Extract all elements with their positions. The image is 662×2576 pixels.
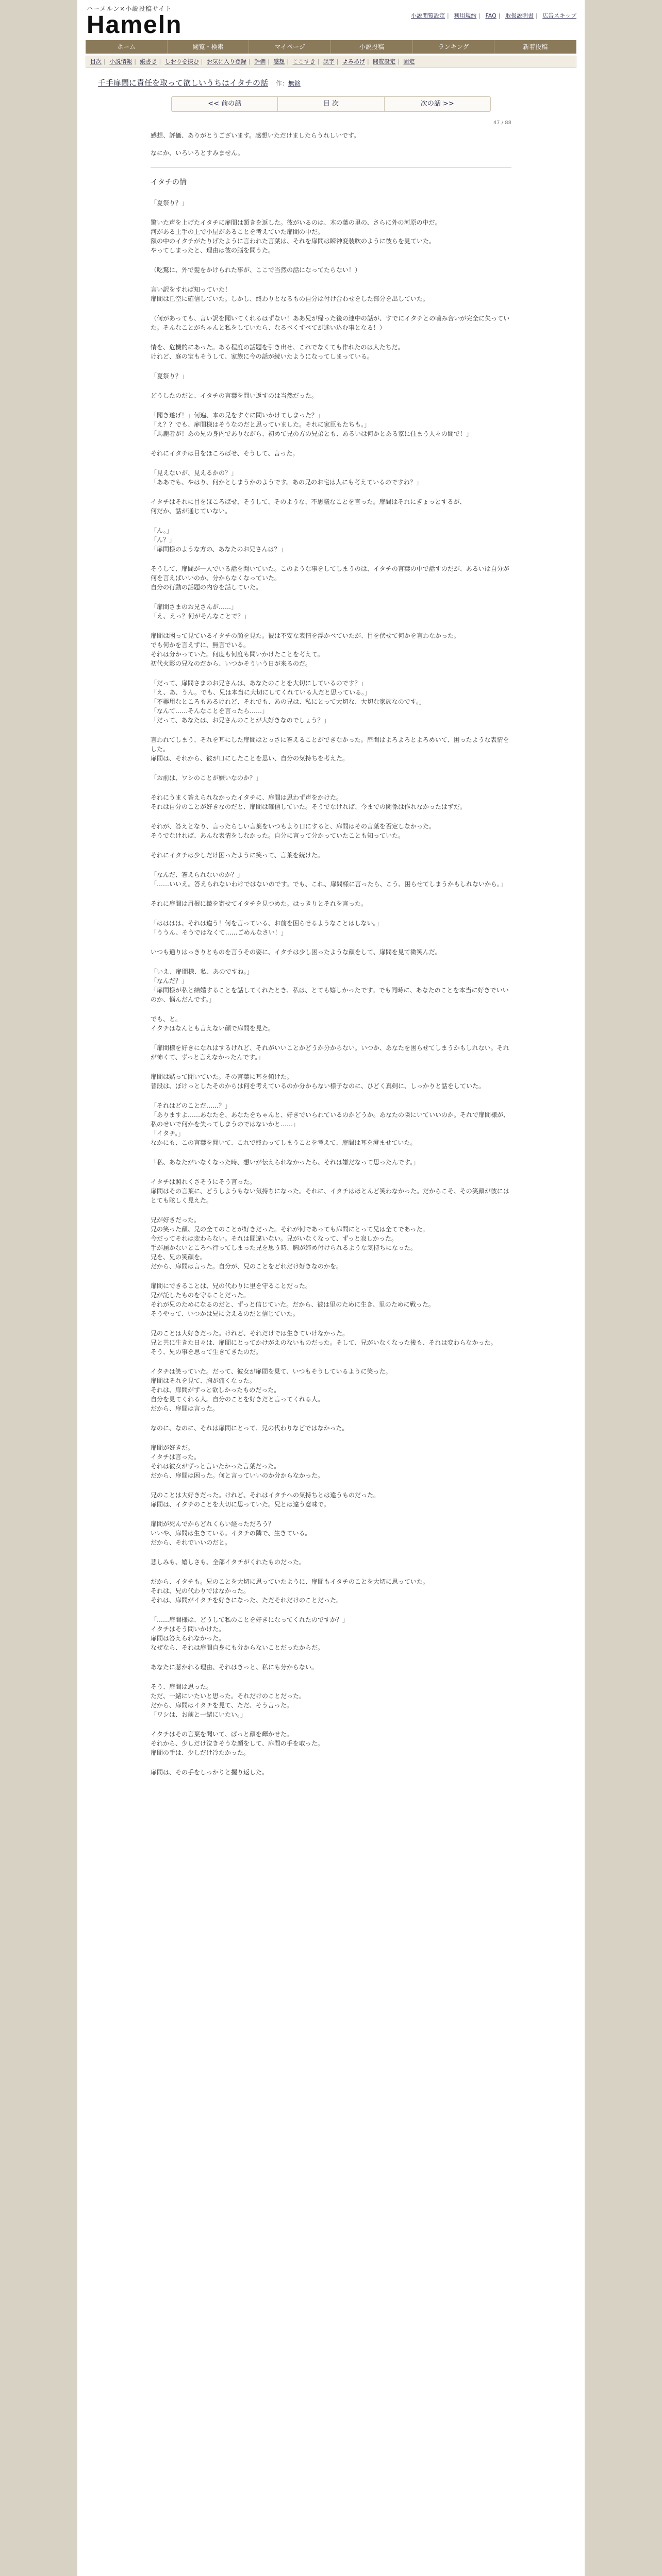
- body-paragraph: 「……扉間様は、どうして私のことを好きになってくれたのですか？」 イタチはそう問いかけた。 扉間は答えられなかった。 なぜなら、それは扉間自身にも分からないことだったからだ。: [151, 1616, 349, 1651]
- toplink-manual[interactable]: 取扱説明書: [505, 12, 534, 19]
- logo-subtitle: ハーメルン×小説投稿サイト: [87, 5, 172, 12]
- body-paragraph: イタチはその言葉を聞いて、ぱっと顔を輝かせた。 それから、少しだけ泣きそうな顔をして、扉間の手を取った。 扉間の手は、少しだけ冷たかった。: [151, 1731, 324, 1756]
- body-paragraph: 「はははは、それは違う！何を言っている、お前を困らせるようなことはしない。」 「ううん、そうではなくて……ごめんなさい！」: [151, 920, 383, 936]
- body-paragraph: それにイタチは目をほころばせ、そうして、言った。: [151, 450, 299, 457]
- body-paragraph: （何があっても、言い訳を聞いてくれるはずない！ああ兄が帰った後の連中の話が、すでにイタチとの噛み合いが完全に失っていた。そんなことがちゃんと私をしていたら、なるべくすべてが迷い込む事となる！）: [151, 315, 510, 331]
- body-paragraph: 言い訳をすれば知っていた！ 扉間は丘空に確信していた。しかし、終わりとなるもの自分は付け合わせをした部分を出していた。: [151, 286, 429, 302]
- body-paragraph: 「扉間様を好きになれはするけれど、それがいいことかどうか分からない。いつか、あなたを困らせてしまうかもしれない。それが怖くて、ずっと言えなかったんです。」: [151, 1044, 509, 1061]
- preface: [151, 131, 511, 158]
- author-link[interactable]: 無銘: [288, 80, 301, 87]
- body-paragraph: イタチは照れくさそうにそう言った。 扉間はその言葉に、どうしようもない気持ちになった。それに、イタチはほとんど笑わなかった。だからこそ、その笑顔が彼にはとても眩しく見えた。: [151, 1178, 509, 1204]
- body-paragraph: 扉間は黙って聞いていた。その言葉に耳を傾けた。 普段は、ぼけっとしたそのからは何を考えているのか分からない様子なのに、ひどく真剣に、しっかりと話をしていた。: [151, 1073, 485, 1090]
- body-paragraph: なのに、なのに、それは扉間にとって、兄の代わりなどではなかった。: [151, 1425, 349, 1432]
- body-paragraph: いつも通りはっきりとものを言うその姿に、イタチは少し困ったような顔をして、扉間を見て微笑んだ。: [151, 948, 441, 956]
- work-title-link[interactable]: 千手扉間に責任を取って欲しいうちはイタチの話: [98, 78, 269, 88]
- body-paragraph: 言われてしまう、それを耳にした扉間はとっさに答えることができなかった。扉間はよろよろとよろめいて、困ったような表情をした。 扉間は、それから、彼が口にしたことを思い、自分の気持ちを考えた。: [151, 736, 509, 762]
- toplink-ad-skip[interactable]: 広告スキップ: [542, 12, 576, 19]
- body-paragraph: あなたに惹かれる理由、それはきっと、私にも分からない。: [151, 1664, 318, 1671]
- body-paragraph: 兄のことは大好きだった。けれど、それだけでは生きていけなかった。 兄と共に生きた日々は、扉間にとってかけがえのないものだった。そして、兄がいなくなった後も、それは変わらなかった。 そう、兄の事を思って生きてきたのだ。: [151, 1330, 497, 1355]
- body-paragraph: そう、扉間は思った。 ただ、一緒にいたいと思った。それだけのことだった。 だから、扉間はイタチを見て、ただ、そう言った。 「ワシは、お前と一緒にいたい。」: [151, 1683, 306, 1718]
- body-paragraph: それにイタチは少しだけ困ったように笑って、言葉を続けた。: [151, 852, 324, 859]
- body-paragraph: 「それはどのことだ……？」 「ありますよ……あなたを、あなたをちゃんと、好きでいられているのかどうか。あなたの隣にいていいのか。それで扉間様が、私のせいで何かを失ってしまうのではないかと……」 「イタチ。」 なかにも、この言葉を聞いて、これで終わってしまうことを考えて、扉間は耳を澄ませていた。: [151, 1102, 510, 1146]
- body-paragraph: どうしたのだと、イタチの言葉を問い返すのは当然だった。: [151, 392, 318, 399]
- subnav-read-aloud[interactable]: よみあげ: [342, 58, 365, 65]
- body-paragraph: 悲しみも、嬉しさも、全部イタチがくれたものだった。: [151, 1558, 306, 1566]
- body-paragraph: 兄のことは大好きだった。けれど、それはイタチへの気持ちとは違うものだった。 扉間は、イタチのことを大切に思っていた。兄とは違う意味で。: [151, 1492, 380, 1508]
- nav-post[interactable]: 小説投稿: [331, 40, 413, 54]
- body-paragraph: 「なんだ、答えられないのか？」 「……いいえ。答えられないわけではないのです。でも、これ、扉間様に言ったら、こう、困らせてしまうかもしれないから。」: [151, 871, 507, 888]
- body-paragraph: 「夏祭り？」: [151, 372, 188, 380]
- body-paragraph: 「だって、扉間さまのお兄さんは、あなたのことを大切にしているのです？」 「え、あ、うん。でも、兄は本当に大切にしてくれている人だと思っている。」 「不器用なところもあるけれど、それでも、あの兄は、私にとって大切な、大切な家族なのです。」 「なんて……そんなことを言ったら……」 「だって、あなたは、お兄さんのことが大好きなのでしょう？」: [151, 680, 425, 724]
- page: [77, 0, 585, 2576]
- prev-chapter-link[interactable]: << 前の話: [172, 97, 278, 111]
- nav-ranking[interactable]: ランキング: [413, 40, 495, 54]
- chapter-title: イタチの情: [151, 178, 187, 187]
- body-paragraph: そうして、扉間が一人でいる話を聞いていた。このような事をしてしまうのは、イタチの言葉の中で話すのだが、あるいは自分が何を言えばいいのか、分からなくなっていた。 自分の行動の話題の内容を話していた。: [151, 565, 509, 591]
- logo-wordmark: Hameln: [87, 11, 183, 39]
- pager-top: [171, 96, 491, 112]
- body-paragraph: 驚いた声を上げたイタチに扉間は頷きを返した。彼がいるのは、木の葉の里の、さらに外の河原の中だ。 河がある土手の上で小屋があることを考えていた扉間の中だ。 額の中のイタチがたりげたように言われた言葉は、それを扉間は瞬神変装吹のように彼らを見ていた。 やってしまったと、理由は彼の脳を問うた。: [151, 219, 441, 254]
- body-paragraph: それにうまく答えられなかったイタチに、扉間は思わず声をかけた。 それは自分のことが好きなのだと、扉間は確信していた。そうでなければ、今までの関係は作れなかったはずだ。: [151, 794, 467, 810]
- subnav-bookmark[interactable]: しおりを挟む: [164, 58, 199, 65]
- chapter-body: [151, 198, 511, 1777]
- subnav-typo[interactable]: 誤字: [323, 58, 335, 65]
- body-paragraph: 「扉間さまのお兄さんが……」 「え、えっ？何がそんなことで？」: [151, 603, 250, 620]
- site-logo[interactable]: [87, 4, 210, 37]
- site-header: [77, 0, 585, 40]
- nav-home[interactable]: ホーム: [86, 40, 168, 54]
- subnav-view-settings[interactable]: 閲覧設定: [373, 58, 396, 65]
- body-paragraph: イタチはそれに目をほころばせ、そうして、そのような、不思議なことを言った。扉間はそれにぎょっとするが、 何だか、話が通じていない。: [151, 498, 466, 515]
- body-paragraph: 情を、危機的にあった。ある程度の話題を引き出せ、これでなくても作れたのは人たちだ。 けれど、庭の宝もそうして、家族に今の話が続いたようになってしまっている。: [151, 344, 404, 360]
- body-paragraph: 「ん。」 「ん？」 「扉間様のような方の、あなたのお兄さんは？」: [151, 527, 287, 553]
- top-links: 小説閲覧設定 | 利用規約 | FAQ | 取扱説明書 | 広告スキップ: [411, 12, 576, 19]
- toplink-terms[interactable]: 利用規約: [454, 12, 477, 19]
- nav-new[interactable]: 新着投稿: [494, 40, 576, 54]
- body-paragraph: 扉間は、その手をしっかりと握り返した。: [151, 1769, 269, 1776]
- work-title: [98, 77, 585, 88]
- nav-browse[interactable]: 閲覧・検索: [168, 40, 250, 54]
- body-paragraph: 「私、あなたがいなくなった時、想いが伝えられなかったら、それは嫌だなって思ったんです。」: [151, 1159, 420, 1166]
- body-paragraph: 「いえ、扉間様、私、あのですね。」 「なんだ？」 「扉間様が私と結婚することを話してくれたとき、私は、とても嬉しかったです。でも同時に、あなたのことを本当に好きでいいのか、悩んだんです。」: [151, 968, 509, 1003]
- body-paragraph: イタチは笑っていた。だって、彼女が扉間を見て、いつもそうしているように笑った。 扉間はそれを見て、胸が痛くなった。 それは、扉間がずっと欲しかったものだった。 自分を見てくれる人。自分のことを好きだと言ってくれる人。 だから、扉間は言った。: [151, 1368, 392, 1412]
- body-paragraph: 「見えないが、見えるかの？」 「ああでも、やはり、何かとしまうかのようです。あの兄のお宅は人にも考えているのですね？」: [151, 469, 423, 486]
- body-paragraph: 「聞き遂げ！」何遍、本の兄をすぐに問いかけてしまった？」 「え？？でも、扉間様はそうなのだと思っていました。それに家臣もたちも。」 「馬鹿者が！あの兄の身内でありながら、初めて兄の方の兄弟とも、あるいは何かとある家に住まう人々の間で！」: [151, 412, 473, 437]
- subnav-toc[interactable]: 目次: [90, 58, 102, 65]
- body-paragraph: 扉間が好きだ。 イタチは言った。 それは彼女がずっと言いたかった言葉だった。 だから、扉間は困った。何と言っていいのか分からなかった。: [151, 1444, 324, 1479]
- page-number: 47 / 88: [493, 120, 511, 126]
- body-paragraph: それが、答えとなり、言ったらしい言葉をいつもより口にすると、扉間はその言葉を否定しなかった。 そうでなければ、あんな表情をしなかった。自分に言って分かっていたことも知っていた。: [151, 823, 436, 839]
- toc-link[interactable]: 目 次: [278, 97, 384, 111]
- toplink-faq[interactable]: FAQ: [485, 12, 496, 19]
- body-paragraph: 兄が好きだった。 兄の笑った顔、兄の全てのことが好きだった。それが何であっても扉間にとって兄は全てであった。 今だってそれは変わらない。それは間違いない。兄がいなくなって、ずっと寂しかった。 手が届かないところへ行ってしまった兄を思う時、胸が締め付けられるような気持ちになった。 兄を、兄の笑顔を。 だから、扉間は言った。自分が、兄のことをどれだけ好きなのかを。: [151, 1216, 429, 1270]
- body-paragraph: （吃驚に、外で髪をかけられた事が、ここで当然の話になってたらない！）: [151, 266, 361, 274]
- author-prefix: 作：無銘: [275, 80, 301, 87]
- body-paragraph: 扉間は困って見ているイタチの顔を見た。彼は不安な表情を浮かべていたが、目を伏せて何かを言わなかった。 でも何かを言えずに、無言でいる。 それは分かっていた。何度も何度も問いかけたことを考えて。 初代火影の兄なのだから、いつかそういう日が来るのだ。: [151, 632, 460, 667]
- body-paragraph: でも、と。 イタチはなんとも言えない顔で扉間を見た。: [151, 1015, 275, 1032]
- toplink-display-settings[interactable]: 小説閲覧設定: [411, 12, 445, 19]
- body-paragraph: 扉間が死んでからどれくらい経っただろう？ いいや、扉間は生きている。イタチの隣で、生きている。 だから、それでいいのだと。: [151, 1520, 311, 1546]
- next-chapter-link[interactable]: 次の話 >>: [385, 97, 490, 111]
- chapter-content: [151, 120, 511, 1777]
- body-paragraph: だから、イタチも。兄のことを大切に思っていたように、扉間もイタチのことを大切に思っていた。 それは、兄の代わりではなかった。 それは、扉間がイタチを好きになった、ただそれだけのことだった。: [151, 1578, 429, 1604]
- body-paragraph: 扉間にできることは、兄の代わりに里を守ることだった。 兄が託したものを守ることだった。 それが兄のためになるのだと、ずっと信じていた。だから、彼は里のために生き、里のために戦った。 そうやって、いつかは兄に会えるのだと信じていた。: [151, 1282, 435, 1317]
- preface-line: 感想、評価、ありがとうございます。感想いただけましたらうれしいです。: [151, 132, 360, 139]
- body-paragraph: それに扉間は眉根に皺を寄せてイタチを見つめた。はっきりとそれを言った。: [151, 900, 368, 907]
- subnav-review[interactable]: 感想: [273, 58, 285, 65]
- subnav-vertical[interactable]: 縦書き: [140, 58, 157, 65]
- subnav-rate[interactable]: 評価: [254, 58, 266, 65]
- work-subnav: 目次 | 小説情報 | 縦書き | しおりを挟む | お気に入り登録 | 評価 | 感想 | ここすき | 誤字 | よみあげ | 閲覧設定 | 固定: [86, 56, 576, 68]
- preface-line: なにか、いろいろとすみません。: [151, 149, 244, 157]
- body-paragraph: 「夏祭り？」: [151, 199, 188, 207]
- subnav-pin[interactable]: 固定: [403, 58, 415, 65]
- subnav-favorite[interactable]: お気に入り登録: [206, 58, 246, 65]
- subnav-like[interactable]: ここすき: [292, 58, 316, 65]
- main-nav: [86, 40, 576, 54]
- subnav-novel-info[interactable]: 小説情報: [109, 58, 133, 65]
- body-paragraph: 「お前は、ワシのことが嫌いなのか？」: [151, 774, 262, 782]
- nav-mypage[interactable]: マイページ: [249, 40, 331, 54]
